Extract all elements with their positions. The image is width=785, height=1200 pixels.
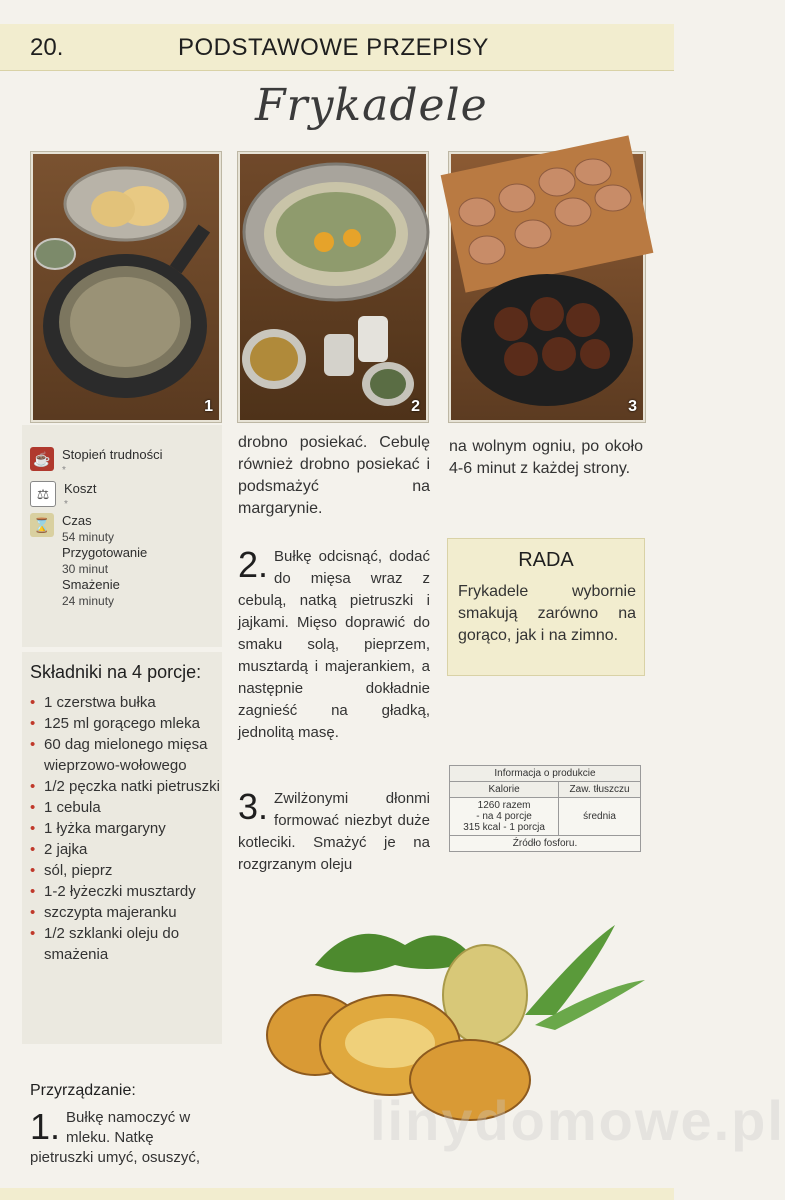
photo-meat-mixture	[238, 152, 428, 422]
difficulty-label: Stopień trudności	[62, 447, 163, 462]
step-1-number: 1.	[30, 1106, 61, 1147]
fry-label: Smażenie	[62, 577, 120, 592]
step-3-continued: na wolnym ogniu, po około 4-6 minut z każdej strony.	[449, 438, 643, 477]
step-1-continued	[238, 432, 430, 520]
step-3	[238, 788, 430, 876]
photo-number: 3	[628, 398, 637, 415]
ingredient-item: • 2 jajka	[30, 839, 220, 860]
product-source: Źródło fosforu.	[450, 836, 641, 852]
chef-hat-icon: ☕	[30, 447, 54, 471]
cost-label: Koszt	[64, 481, 97, 496]
hourglass-icon: ⌛	[30, 513, 54, 537]
product-info-title: Informacja o produkcie	[450, 766, 641, 782]
photo-3-illustration	[451, 154, 643, 420]
step-1-cont-text: drobno posiekać. Cebulę również drobno posiekać i podsmażyć na margarynie.	[238, 434, 430, 517]
photo-number: 1	[204, 398, 213, 415]
ingredient-item: • szczypta majeranku	[30, 902, 220, 923]
page-number: 20.	[30, 34, 64, 61]
step-1-text: Bułkę namoczyć w mleku. Natkę pietruszki umyć, osuszyć,	[30, 1109, 201, 1166]
ingredients-list	[30, 692, 220, 965]
time-row	[30, 513, 147, 609]
photo-patties	[449, 152, 645, 422]
ingredient-item: • 1 czerstwa bułka	[30, 692, 220, 713]
time-value: 54 minuty	[62, 530, 115, 544]
ingredient-item: • 60 dag mielonego mięsa wieprzowo-wołowego	[30, 734, 220, 776]
photo-number: 2	[411, 398, 420, 415]
difficulty-value: *	[62, 465, 66, 476]
fat-header: Zaw. tłuszczu	[559, 782, 641, 798]
ingredients-title: Składniki na 4 porcje:	[30, 662, 202, 682]
photo-2-illustration	[240, 154, 426, 420]
step-2	[238, 546, 430, 744]
calories-cell	[450, 798, 559, 836]
watermark: linydomowe.pl	[370, 1089, 785, 1152]
ingredient-item: • 1/2 szklanki oleju do smażenia	[30, 923, 220, 965]
photo-onions-frying	[31, 152, 221, 422]
tip-box	[447, 538, 645, 676]
section-title: PODSTAWOWE PRZEPISY	[178, 34, 489, 61]
prep-label: Przygotowanie	[62, 545, 148, 560]
recipe-title: Frykadele	[255, 80, 488, 131]
calories-per-portion: 315 kcal - 1 porcja	[463, 822, 545, 833]
ingredient-item: • sól, pieprz	[30, 860, 220, 881]
difficulty-row	[30, 447, 162, 479]
ingredients-panel	[22, 652, 222, 1044]
ingredient-item: • 125 ml gorącego mleka	[30, 713, 220, 734]
fry-value: 24 minuty	[62, 594, 115, 608]
calories-total: 1260 razem	[477, 800, 531, 811]
calories-portions: - na 4 porcje	[476, 811, 532, 822]
ingredient-item: • 1 łyżka margaryny	[30, 818, 220, 839]
cost-value: *	[64, 499, 68, 510]
photo-1-illustration	[33, 154, 219, 420]
time-label: Czas	[62, 513, 92, 528]
ingredient-item: • 1-2 łyżeczki musztardy	[30, 881, 220, 902]
tip-title: RADA	[518, 549, 574, 571]
step-2-text: Bułkę odcisnąć, dodać do mięsa wraz z cebulą, natką pietruszki i jajkami. Mięso doprawić do smaku solą, pieprzem, musztardą i majerankiem, a następnie dokładnie zagnieść na gładką, jednolitą masę.	[238, 548, 430, 741]
prep-value: 30 minut	[62, 562, 109, 576]
product-info-table	[449, 765, 641, 852]
bottom-band	[0, 1188, 674, 1200]
info-panel	[22, 425, 222, 647]
step-2-number: 2.	[238, 544, 269, 585]
ingredient-item: • 1 cebula	[30, 797, 220, 818]
scale-icon: ⚖	[30, 481, 56, 507]
step-3-text: Zwilżonymi dłonmi formować niezbyt duże kotleciki. Smażyć je na rozgrzanym oleju	[238, 790, 430, 873]
step-1	[30, 1108, 220, 1168]
ingredient-item: • 1/2 pęczka natki pietruszki	[30, 776, 220, 797]
fat-value: średnia	[559, 798, 641, 836]
cost-row	[30, 481, 97, 513]
preparation-title: Przyrządzanie:	[30, 1082, 136, 1099]
step-3-number: 3.	[238, 786, 269, 827]
calories-header: Kalorie	[450, 782, 559, 798]
tip-text: Frykadele wybornie smakują zarówno na gorąco, jak i na zimno.	[458, 583, 636, 644]
